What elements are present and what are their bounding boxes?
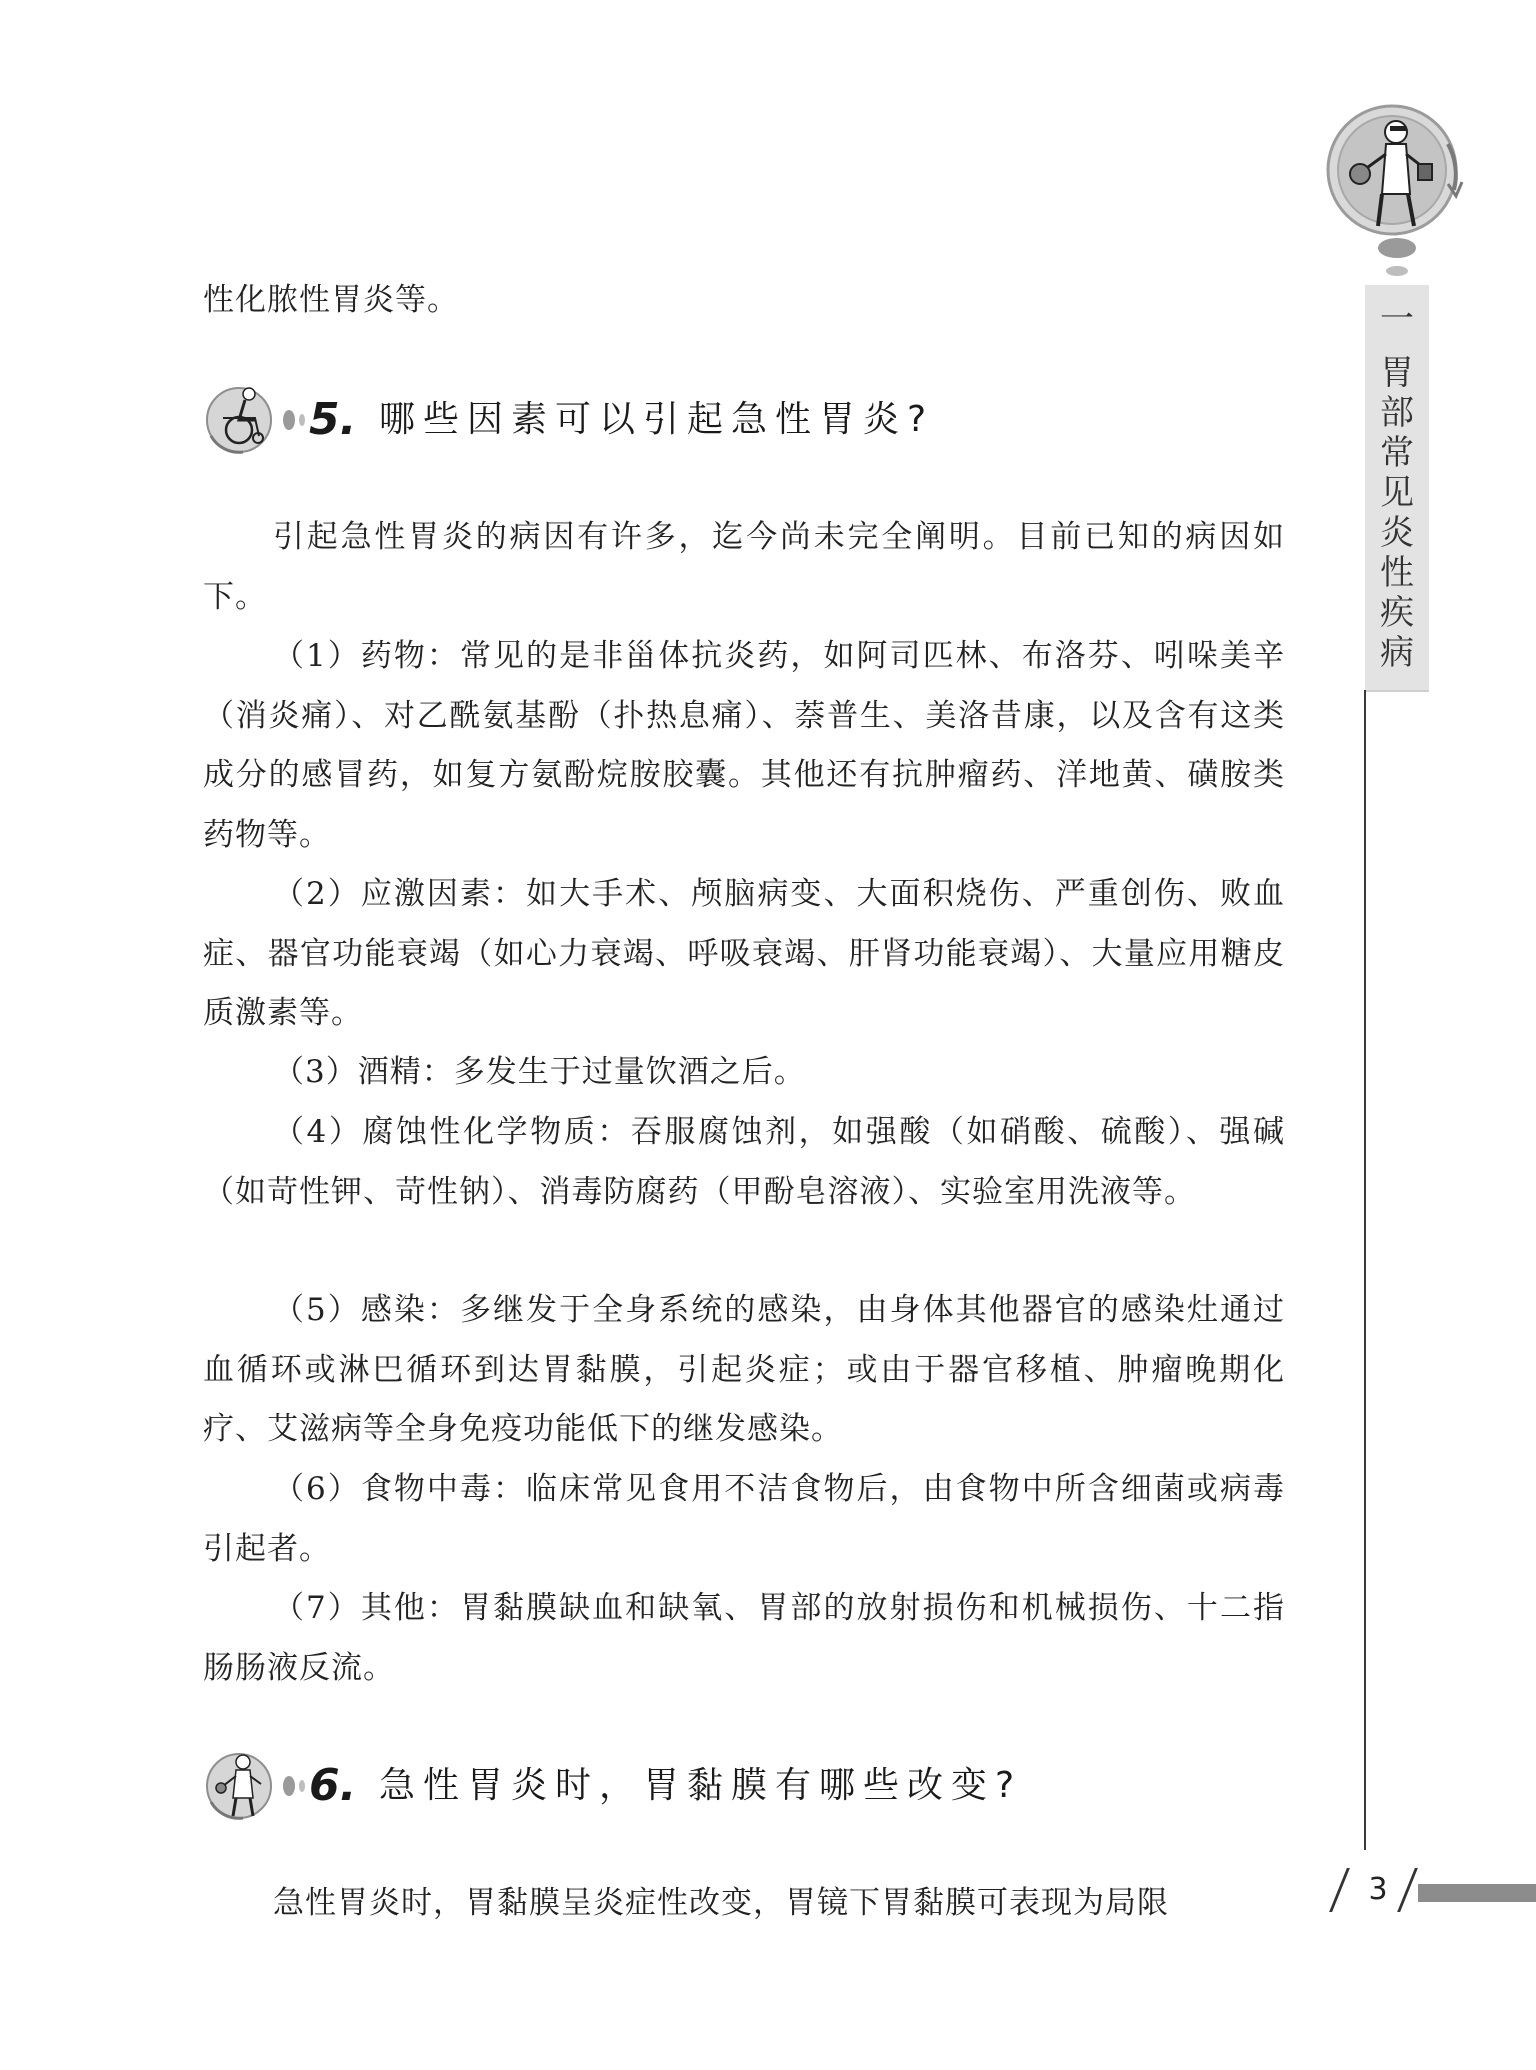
paragraph: 急性胃炎时，胃黏膜呈炎症性改变，胃镜下胃黏膜可表现为局限 — [273, 1885, 1169, 1921]
chapter-char: 病 — [1380, 633, 1414, 673]
chapter-char: 见 — [1380, 473, 1414, 513]
mascot-icon — [203, 1746, 277, 1826]
doctor-mascot-icon — [1320, 98, 1470, 248]
chapter-char: 常 — [1380, 433, 1414, 473]
paragraph: （4）腐蚀性化学物质：吞服腐蚀剂，如强酸（如硝酸、硫酸）、强碱（如苛性钾、苛性钠）、消毒防腐药（甲酚皂溶液）、实验室用洗液等。 — [203, 1114, 1285, 1210]
margin-rule — [1364, 690, 1366, 1850]
question-number: 6. — [309, 1760, 357, 1811]
chapter-char: 疾 — [1380, 593, 1414, 633]
paragraph: （1）药物：常见的是非甾体抗炎药，如阿司匹林、布洛芬、吲哚美辛（消炎痛）、对乙酰氨基酚（扑热息痛）、萘普生、美洛昔康，以及含有这类成分的感冒药，如复方氨酚烷胺胶囊。其他还有抗肿瘤药、洋地黄、磺胺类药物等。 — [203, 638, 1285, 853]
chapter-char: 胃 — [1380, 353, 1414, 393]
question-6-heading — [203, 1746, 1303, 1836]
page-number-block — [1330, 1868, 1536, 1918]
paragraph: （2）应激因素：如大手术、颅脑病变、大面积烧伤、严重创伤、败血症、器官功能衰竭（如心力衰竭、呼吸衰竭、肝肾功能衰竭）、大量应用糖皮质激素等。 — [203, 876, 1285, 1031]
chapter-char: 性 — [1380, 553, 1414, 593]
tab-ellipse — [1378, 238, 1416, 258]
paragraph: （6）食物中毒：临床常见食用不洁食物后，由食物中所含细菌或病毒引起者。 — [203, 1471, 1285, 1567]
chapter-char: 部 — [1380, 393, 1414, 433]
wheelchair-icon — [203, 380, 277, 460]
tab-ellipse-small — [1386, 266, 1408, 276]
page-number: 3 — [1368, 1872, 1388, 1907]
question-title: 急性胃炎时，胃黏膜有哪些改变? — [379, 1765, 1023, 1806]
question-number: 5. — [309, 394, 357, 445]
chapter-side-tab-text — [1365, 299, 1429, 673]
paragraph: （5）感染：多继发于全身系统的感染，由身体其他器官的感染灶通过血循环或淋巴循环到达胃黏膜，引起炎症；或由于器官移植、肿瘤晚期化疗、艾滋病等全身免疫功能低下的继发感染。 — [203, 1292, 1285, 1447]
question-title: 哪些因素可以引起急性胃炎? — [379, 399, 935, 440]
paragraph: （3）酒精：多发生于过量饮酒之后。 — [273, 1054, 806, 1090]
chapter-number: 一 — [1380, 299, 1414, 339]
heading-dots-icon — [281, 402, 309, 438]
slash-left — [1329, 1868, 1350, 1912]
intro-tail-text: 性化脓性胃炎等。 — [203, 282, 459, 318]
chapter-char: 炎 — [1380, 513, 1414, 553]
heading-dots-icon — [281, 1768, 309, 1804]
chapter-side-tab — [1365, 285, 1429, 692]
page-number-bar — [1418, 1884, 1536, 1902]
paragraph: （7）其他：胃黏膜缺血和缺氧、胃部的放射损伤和机械损伤、十二指肠肠液反流。 — [203, 1590, 1285, 1686]
question-5-heading — [203, 380, 1303, 470]
paragraph: 引起急性胃炎的病因有许多，迄今尚未完全阐明。目前已知的病因如下。 — [203, 519, 1285, 615]
